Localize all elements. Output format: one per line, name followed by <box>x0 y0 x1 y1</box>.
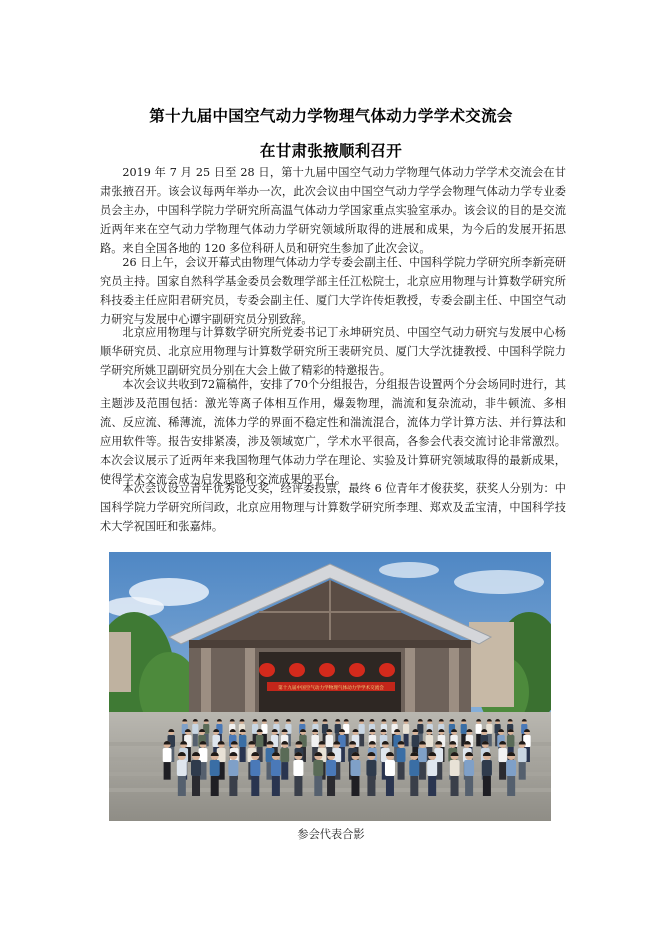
attendee-body <box>366 760 376 776</box>
attendee-body <box>350 760 360 776</box>
attendee-body <box>163 748 172 762</box>
attendee-body <box>403 724 409 734</box>
attendee-legs <box>193 734 198 746</box>
attendee-body <box>450 760 460 776</box>
attendee-legs <box>211 776 219 796</box>
red-lantern <box>289 663 305 677</box>
attendee-legs <box>428 776 436 796</box>
hall-pillar <box>201 648 211 712</box>
attendee-legs <box>178 776 186 796</box>
attendee-legs <box>451 776 459 796</box>
attendee-body <box>507 735 515 747</box>
hall-pillar <box>405 648 415 712</box>
paragraph-invited-talks: 北京应用物理与计算数学研究所党委书记丁永坤研究员、中国空气动力研究与发展中心杨顺华研究员、北京应用物理与计算数学研究所王裴研究员、厦门大学沈捷教授、中国科学院力学研究所姚卫副研究员分别在大会上做了精彩的特邀报告。 <box>100 326 566 377</box>
attendee-body <box>313 760 323 776</box>
attendee-legs <box>465 776 473 796</box>
attendee-body <box>326 760 336 776</box>
paragraph-opening: 26 日上午，会议开幕式由物理气体动力学专委会副主任、中国科学院力学研究所李新亮研究员主持。国家自然科学基金委员会数理学部主任江松院士，北京应用物理与计算数学研究所科技委主任应阳君研究员，专委会副主任、厦门大学许传炬教授，专委会副主任、中国空气动力研究与发展中心谭宇副研究员分别致辞。 <box>100 256 566 326</box>
attendee-legs <box>281 762 288 780</box>
paragraph-sessions: 本次会议共收到72篇稿件，安排了70个分组报告，分组报告设置两个分会场同时进行，其主题涉及范围包括：激光等离子体相互作用，爆轰物理，湍流和复杂流动，非牛顿流、多相流、反应流、稀薄流，流体力学的界面不稳定性和湍流混合，流体力学计算方法、并行算法和应用软件等。报告安排紧凑，涉及领域宽广，学术水平很高，各参会代表交流讨论非常激烈。本次会议展示了近两年来我国物理气体动力学在理论、实验及计算研究领域取得的最新成果，使得学术交流会成为启发思路和交流成果的平台。 <box>100 378 566 486</box>
attendee-legs <box>351 776 359 796</box>
attendee-legs <box>507 776 515 796</box>
attendee-body <box>418 748 427 762</box>
attendee-legs <box>251 776 259 796</box>
attendee-legs <box>483 776 491 796</box>
cloud <box>379 562 439 578</box>
attendee-body <box>192 724 198 734</box>
attendee-legs <box>499 762 506 780</box>
attendee-body <box>228 760 238 776</box>
attendee-body <box>518 748 527 762</box>
attendee-legs <box>419 762 426 780</box>
attendee-legs <box>327 776 335 796</box>
photo-caption: 参会代表合影 <box>297 828 365 841</box>
paragraph-awards: 本次会议设立青年优秀论文奖，经评委投票，最终 6 位青年才俊获奖，获奖人分别为：中国科学院力学研究所闫政，北京应用物理与计算数学研究所李理、郑欢及孟宝清，中国科学技术大学祝国旺和张嘉炜。 <box>100 482 566 533</box>
attendee-body <box>191 760 201 776</box>
attendee-legs <box>314 776 322 796</box>
hall-pillar <box>245 648 255 712</box>
attendee-legs <box>359 734 364 746</box>
attendee-legs <box>294 776 302 796</box>
red-lantern <box>349 663 365 677</box>
attendee-body <box>412 735 420 747</box>
hall-pillar <box>449 648 459 712</box>
attendee-body <box>210 760 220 776</box>
attendee-body <box>359 724 365 734</box>
attendee-body <box>250 760 260 776</box>
attendee-body <box>427 760 437 776</box>
attendee-body <box>280 748 289 762</box>
attendee-body <box>326 735 334 747</box>
attendee-legs <box>386 776 394 796</box>
attendee-body <box>409 760 419 776</box>
attendee-legs <box>164 762 171 780</box>
side-building <box>109 632 131 692</box>
attendee-legs <box>367 776 375 796</box>
attendee-body <box>461 724 467 734</box>
attendee-body <box>199 748 208 762</box>
cloud <box>454 570 544 594</box>
banner-text: 第十九届中国空气动力学物理气体动力学学术交流会 <box>278 686 384 691</box>
attendee-legs <box>192 776 200 796</box>
article-subtitle: 在甘肃张掖顺利召开 <box>259 142 403 160</box>
attendee-legs <box>240 747 246 762</box>
attendee-body <box>476 724 482 734</box>
attendee-body <box>498 748 507 762</box>
attendee-legs <box>410 776 418 796</box>
attendee-body <box>464 760 474 776</box>
attendee-body <box>239 735 247 747</box>
red-lantern <box>379 663 395 677</box>
article-title: 第十九届中国空气动力学物理气体动力学学术交流会 <box>149 107 513 125</box>
attendee-legs <box>229 776 237 796</box>
attendee-body <box>271 760 281 776</box>
attendee-body <box>482 760 492 776</box>
attendee-legs <box>519 762 526 780</box>
hall-beam <box>189 640 471 648</box>
attendee-legs <box>272 776 280 796</box>
attendee-body <box>293 760 303 776</box>
red-lantern <box>259 663 275 677</box>
group-photo <box>109 552 551 821</box>
attendee-body <box>385 760 395 776</box>
attendee-body <box>397 748 406 762</box>
attendee-body <box>506 760 516 776</box>
attendee-legs <box>398 762 405 780</box>
attendee-body <box>426 735 434 747</box>
attendee-body <box>256 735 264 747</box>
attendee-legs <box>476 734 481 746</box>
attendee-body <box>177 760 187 776</box>
red-lantern <box>319 663 335 677</box>
paragraph-intro: 2019 年 7 月 25 日至 28 日，第十九届中国空气动力学物理气体动力学学术交流会在甘肃张掖召开。该会议每两年举办一次，此次会议由中国空气动力学学会物理气体动力学专业委员会主办，中国科学院力学研究所高温气体动力学国家重点实验室承办。该会议的目的是交流近两年来在空气动力学物理气体动力学研究领域所取得的进展和成果，为今后的发展开拓思路。来自全国各地的 120 多位科研人员和研究生参加了此次会议。 <box>100 166 566 255</box>
attendee-body <box>311 735 319 747</box>
